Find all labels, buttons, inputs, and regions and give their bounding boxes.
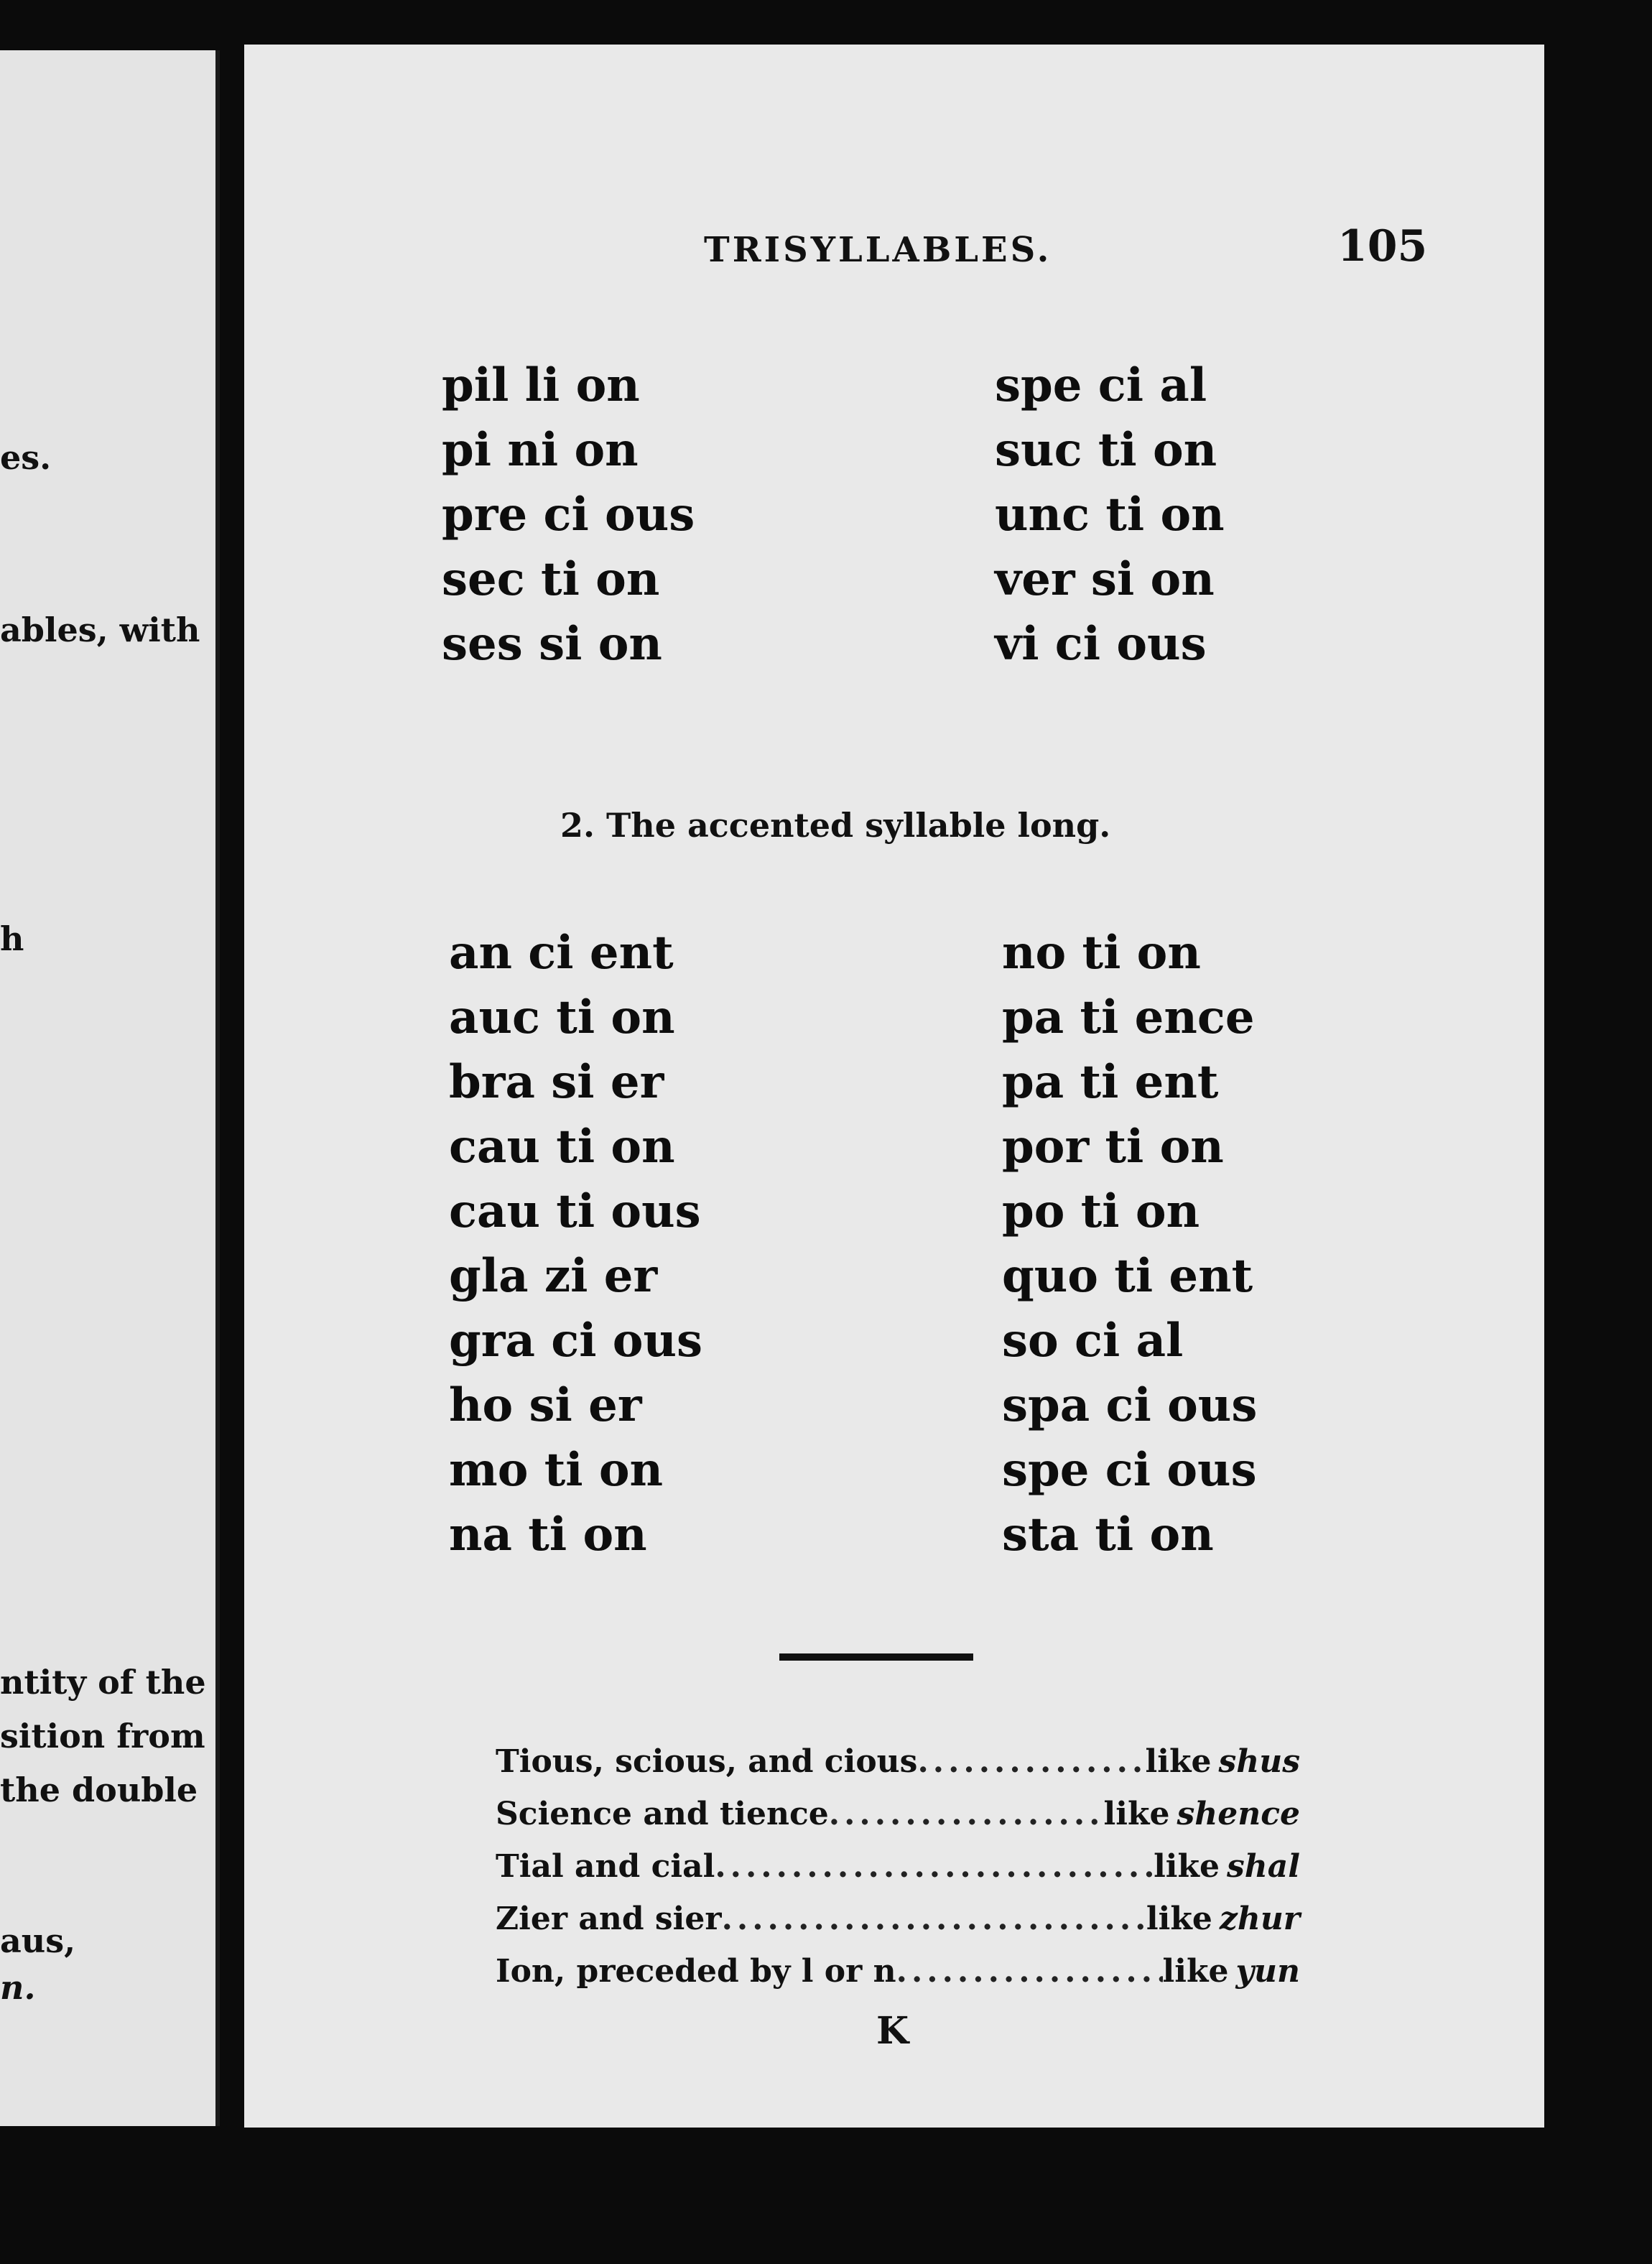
left-fragment-line: the double bbox=[0, 1771, 198, 1809]
word-entry: po ti on bbox=[1002, 1184, 1200, 1238]
left-fragment-line: es. bbox=[0, 438, 52, 477]
rule-pattern: Zier and sier bbox=[496, 1901, 722, 1937]
rule-sound: shence bbox=[1177, 1796, 1300, 1832]
dot-leader bbox=[896, 1953, 1163, 1990]
previous-page-fragment bbox=[0, 50, 220, 2126]
word-entry: so ci al bbox=[1002, 1314, 1184, 1368]
word-entry: spe ci ous bbox=[1002, 1443, 1257, 1497]
left-fragment-line: sition from bbox=[0, 1717, 205, 1755]
rule-row bbox=[496, 1796, 1300, 1848]
word-entry: por ti on bbox=[1002, 1120, 1224, 1174]
rule-like: like bbox=[1146, 1901, 1212, 1937]
dot-leader bbox=[722, 1901, 1146, 1937]
word-entry: cau ti on bbox=[449, 1120, 675, 1174]
left-fragment-line: h bbox=[0, 919, 24, 958]
word-entry: bra si er bbox=[449, 1055, 664, 1109]
word-entry: sta ti on bbox=[1002, 1508, 1214, 1562]
word-entry: pi ni on bbox=[442, 423, 639, 477]
rule-pattern: Ion, preceded by l or n bbox=[496, 1953, 896, 1990]
word-entry: pa ti ent bbox=[1002, 1055, 1219, 1109]
word-entry: unc ti on bbox=[995, 488, 1225, 542]
signature-mark: K bbox=[876, 2009, 909, 2053]
word-entry: cau ti ous bbox=[449, 1184, 701, 1238]
rule-sound: zhur bbox=[1219, 1901, 1300, 1937]
rule-like: like bbox=[1154, 1848, 1220, 1885]
word-entry: suc ti on bbox=[995, 423, 1217, 477]
rule-like: like bbox=[1103, 1796, 1170, 1832]
word-entry: spa ci ous bbox=[1002, 1378, 1258, 1432]
book-page bbox=[244, 45, 1544, 2128]
rule-sound: shus bbox=[1218, 1743, 1300, 1780]
left-fragment-line: aus, bbox=[0, 1921, 76, 1960]
section-divider bbox=[779, 1653, 973, 1661]
rule-sound: yun bbox=[1235, 1953, 1300, 1990]
word-entry: pre ci ous bbox=[442, 488, 695, 542]
word-entry: na ti on bbox=[449, 1508, 647, 1562]
section1-left-column bbox=[442, 353, 695, 677]
rule-row bbox=[496, 1901, 1300, 1953]
word-entry: mo ti on bbox=[449, 1443, 664, 1497]
rule-sound: shal bbox=[1227, 1848, 1300, 1885]
rule-row bbox=[496, 1953, 1300, 2005]
word-entry: gra ci ous bbox=[449, 1314, 703, 1368]
rule-pattern: Tious, scious, and cious bbox=[496, 1743, 918, 1780]
left-fragment-line: n. bbox=[0, 1968, 36, 2007]
rule-like: like bbox=[1145, 1743, 1212, 1780]
running-title: TRISYLLABLES. bbox=[704, 230, 1052, 270]
word-entry: ho si er bbox=[449, 1378, 642, 1432]
rule-pattern: Science and tience bbox=[496, 1796, 829, 1832]
page-number: 105 bbox=[1337, 221, 1428, 272]
rule-like: like bbox=[1162, 1953, 1229, 1990]
word-entry: an ci ent bbox=[449, 926, 674, 980]
left-fragment-line: ables, with bbox=[0, 611, 200, 649]
word-entry: ver si on bbox=[995, 552, 1215, 606]
rule-pattern: Tial and cial bbox=[496, 1848, 715, 1885]
dot-leader bbox=[917, 1743, 1145, 1780]
pronunciation-rules bbox=[496, 1743, 1300, 2005]
section-heading: 2. The accented syllable long. bbox=[560, 806, 1111, 845]
word-entry: auc ti on bbox=[449, 990, 675, 1044]
word-entry: sec ti on bbox=[442, 552, 660, 606]
dot-leader bbox=[715, 1848, 1154, 1885]
section2-right-column bbox=[1002, 921, 1257, 1567]
word-entry: gla zi er bbox=[449, 1249, 658, 1303]
word-entry: ses si on bbox=[442, 617, 662, 671]
section1-right-column bbox=[995, 353, 1225, 677]
section2-left-column bbox=[449, 921, 702, 1567]
left-fragment-line: ntity of the bbox=[0, 1663, 206, 1702]
word-entry: pa ti ence bbox=[1002, 990, 1255, 1044]
word-entry: vi ci ous bbox=[995, 617, 1207, 671]
word-entry: spe ci al bbox=[995, 358, 1207, 412]
dot-leader bbox=[829, 1796, 1104, 1832]
rule-row bbox=[496, 1743, 1300, 1796]
rule-row bbox=[496, 1848, 1300, 1901]
word-entry: quo ti ent bbox=[1002, 1249, 1253, 1303]
word-entry: no ti on bbox=[1002, 926, 1201, 980]
word-entry: pil li on bbox=[442, 358, 640, 412]
